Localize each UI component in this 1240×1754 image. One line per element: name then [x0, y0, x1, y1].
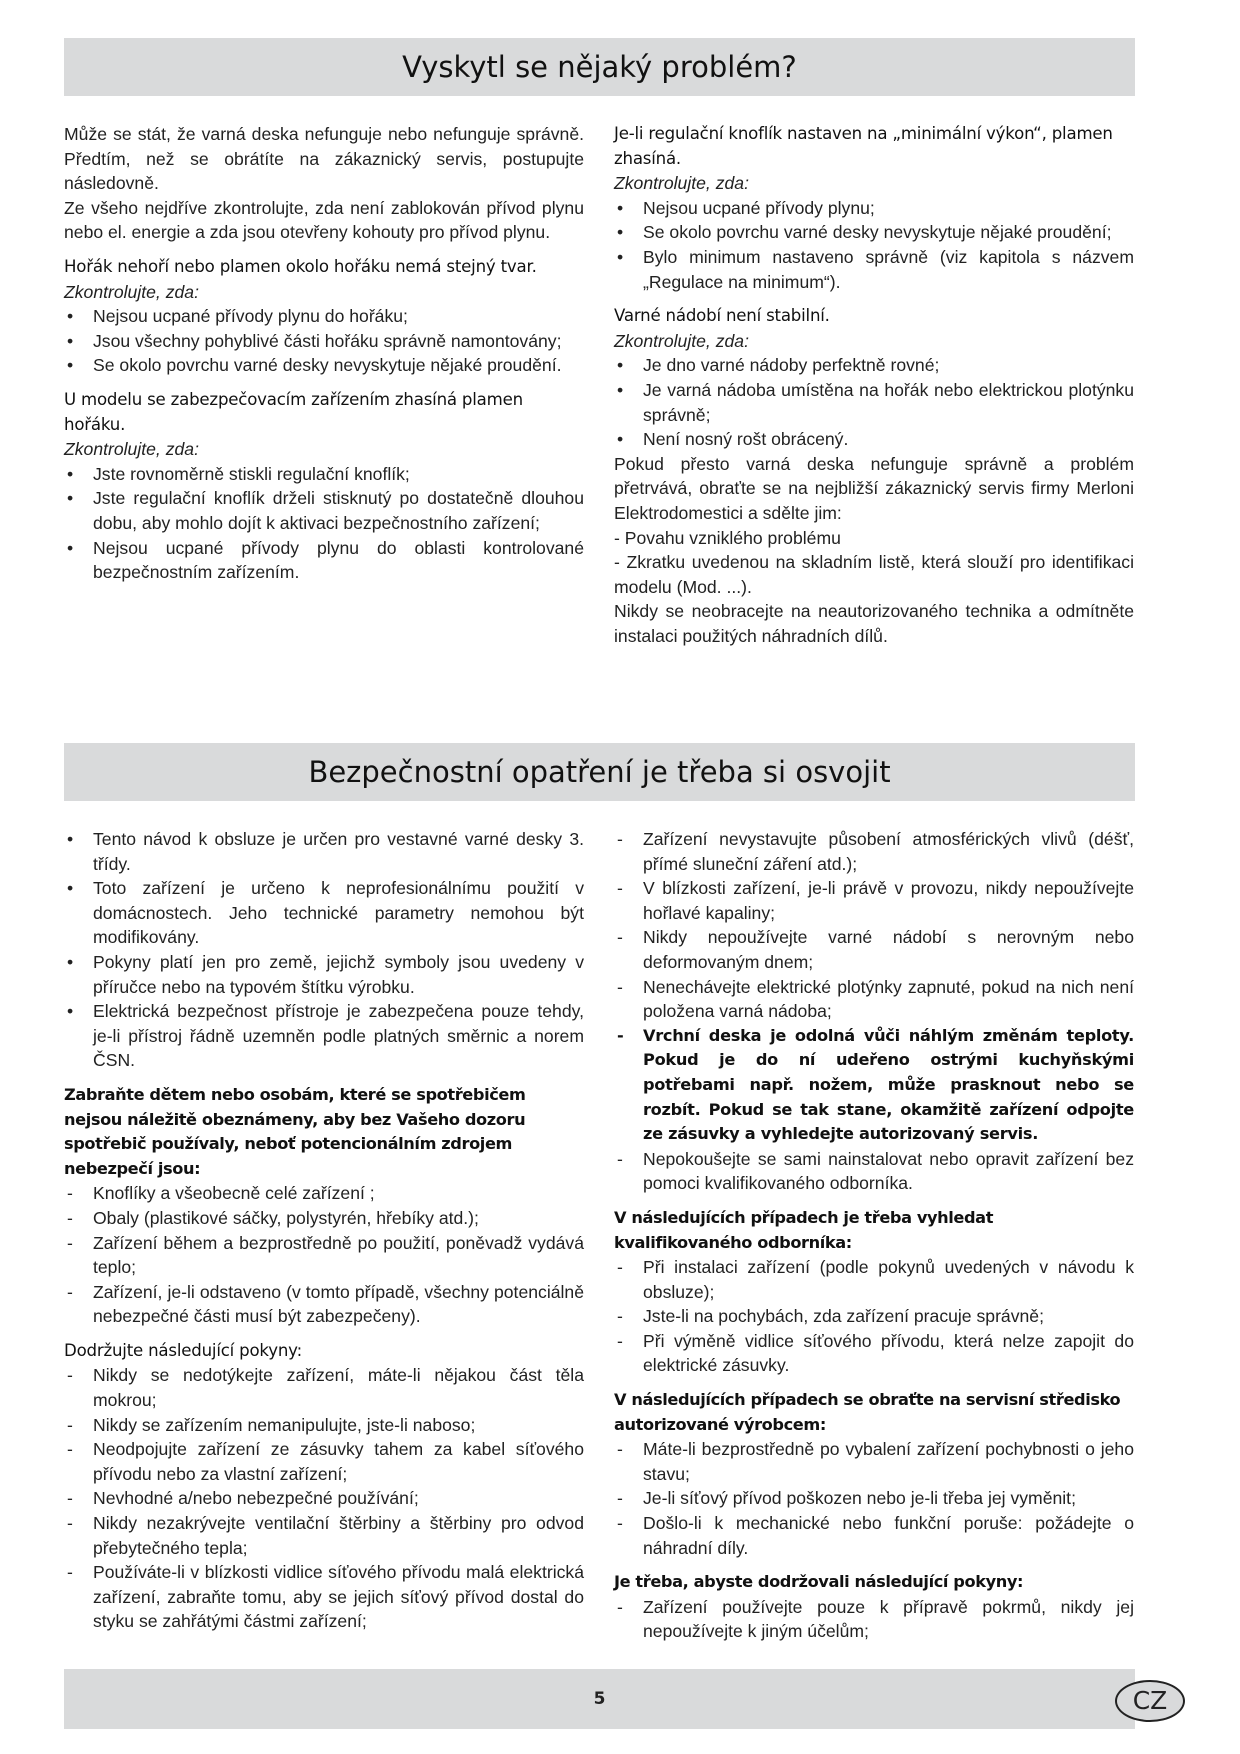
page-footer: [64, 1669, 1168, 1729]
safety-left-column: [64, 827, 584, 1634]
check-list: [614, 353, 1134, 451]
list-item: - Zařízení během a bezprostředně po použití, poněvadž vydává teplo;: [64, 1231, 584, 1280]
list-item: • Nejsou ucpané přívody plynu do hořáku;: [64, 304, 584, 329]
problem-heading: Je-li regulační knoflík nastaven na „minimální výkon“, plamen zhasíná.: [614, 124, 1113, 168]
list-item: • Tento návod k obsluze je určen pro vestavné varné desky 3. třídy.: [64, 827, 584, 876]
list-item: - Při instalaci zařízení (podle pokynů uvedených v návodu k obsluze);: [614, 1255, 1134, 1304]
intro-paragraph: Může se stát, že varná deska nefunguje nebo nefunguje správně. Předtím, než se obrátíte na zákaznický servis, postupujte následovně.: [64, 124, 584, 194]
final-heading: Je třeba, abyste dodržovali následující pokyny:: [614, 1572, 1024, 1592]
list-item: - Došlo-li k mechanické nebo funkční poruše: požádejte o náhradní díly.: [614, 1511, 1134, 1560]
list-item: • Jste regulační knoflík drželi stisknutý po dostatečně dlouhou dobu, aby mohlo dojít k aktivaci bezpečnostního zařízení;: [64, 486, 584, 535]
list-item: • Nejsou ucpané přívody plynu;: [614, 196, 1134, 221]
children-warning-heading: Zabraňte dětem nebo osobám, které se spotřebičem nejsou náležitě obeznámeny, aby bez Vašeho dozoru spotřebič používaly, neboť potencionálním zdrojem nebezpečí jsou:: [64, 1084, 526, 1178]
list-item: • Pokyny platí jen pro země, jejichž symboly jsou uvedeny v příručce nebo na typovém štítku výrobku.: [64, 950, 584, 999]
closing-paragraph: Pokud přesto varná deska nefunguje správně a problém přetrvává, obraťte se na nejbližší zákaznický servis firmy Merloni Elektrodomestici a sdělte jim:: [614, 453, 1134, 523]
list-item: - Nepokoušejte se sami nainstalovat nebo opravit zařízení bez pomoci kvalifikovaného odborníka.: [614, 1147, 1134, 1196]
problem-heading: Varné nádobí není stabilní.: [614, 306, 830, 326]
list-item: - Jste-li na pochybách, zda zařízení pracuje správně;: [614, 1304, 1134, 1329]
dash-list: [614, 1437, 1134, 1560]
check-list: [614, 196, 1134, 294]
list-item: • Toto zařízení je určeno k neprofesionálnímu použití v domácnostech. Jeho technické parametry nemohou být modifikovány.: [64, 876, 584, 950]
list-item: - Nikdy se nedotýkejte zařízení, máte-li nějakou část těla mokrou;: [64, 1363, 584, 1412]
list-item: • Elektrická bezpečnost přístroje je zabezpečena pouze tehdy, je-li přístroj řádně uzemněn podle platných směrnic a norem ČSN.: [64, 999, 584, 1073]
dash-list: [64, 1363, 584, 1634]
check-label: Zkontrolujte, zda:: [614, 173, 749, 194]
safety-right-column: [614, 827, 1134, 1644]
service-heading: V následujících případech se obraťte na servisní středisko autorizované výrobcem:: [614, 1390, 1121, 1434]
troubleshooting-left-column: [64, 122, 584, 585]
section-title-safety: Bezpečnostní opatření je třeba si osvojit: [64, 743, 1135, 801]
dash-list: [614, 1595, 1134, 1644]
list-item: - Nenechávejte elektrické plotýnky zapnuté, pokud na nich není položena varná nádoba;: [614, 975, 1134, 1024]
language-badge: CZ: [1115, 1680, 1185, 1722]
list-item: • Jste rovnoměrně stiskli regulační knoflík;: [64, 462, 584, 487]
list-item: - Zařízení nevystavujte působení atmosférických vlivů (déšť, přímé sluneční záření atd.);: [614, 827, 1134, 876]
problem-heading: Hořák nehoří nebo plamen okolo hořáku nemá stejný tvar.: [64, 256, 537, 276]
list-item: • Nejsou ucpané přívody plynu do oblasti kontrolované bezpečnostním zařízením.: [64, 536, 584, 585]
list-item: - Zařízení, je-li odstaveno (v tomto případě, všechny potenciálně nebezpečné části musí být zabezpečeny).: [64, 1280, 584, 1329]
list-item: • Se okolo povrchu varné desky nevyskytuje nějaké proudění;: [614, 220, 1134, 245]
list-item: - Používáte-li v blízkosti vidlice síťového přívodu malá elektrická zařízení, zabraňte tomu, aby se jejich síťový přívod dostal do styku se zahřátými částmi zařízení;: [64, 1560, 584, 1634]
list-item: - Neodpojujte zařízení ze zásuvky tahem za kabel síťového přívodu nebo za vlastní zařízení;: [64, 1437, 584, 1486]
check-label: Zkontrolujte, zda:: [64, 281, 199, 302]
check-list: [64, 304, 584, 378]
list-item: - Máte-li bezprostředně po vybalení zařízení pochybnosti o jeho stavu;: [614, 1437, 1134, 1486]
list-item: - Nikdy nepoužívejte varné nádobí s nerovným nebo deformovaným dnem;: [614, 925, 1134, 974]
dash-list: [64, 1181, 584, 1329]
list-item: - Při výměně vidlice síťového přívodu, která nelze zapojit do elektrické zásuvky.: [614, 1329, 1134, 1378]
list-item: • Se okolo povrchu varné desky nevyskytuje nějaké proudění.: [64, 353, 584, 378]
bullet-list: [64, 827, 584, 1073]
list-item: - Obaly (plastikové sáčky, polystyrén, hřebíky atd.);: [64, 1206, 584, 1231]
dash-list: [614, 1255, 1134, 1378]
check-label: Zkontrolujte, zda:: [64, 439, 199, 460]
rules-heading: Dodržujte následující pokyny:: [64, 1340, 302, 1360]
list-item: • Není nosný rošt obrácený.: [614, 427, 1134, 452]
list-item: - Nikdy nezakrývejte ventilační štěrbiny a štěrbiny pro odvod přebytečného tepla;: [64, 1511, 584, 1560]
dash-list: [614, 827, 1134, 1196]
list-item: - V blízkosti zařízení, je-li právě v provozu, nikdy nepoužívejte hořlavé kapaliny;: [614, 876, 1134, 925]
list-item: • Bylo minimum nastaveno správně (viz kapitola s názvem „Regulace na minimum“).: [614, 245, 1134, 294]
check-label: Zkontrolujte, zda:: [614, 330, 749, 351]
check-list: [64, 462, 584, 585]
list-item: - Nevhodné a/nebo nebezpečné používání;: [64, 1486, 584, 1511]
expert-heading: V následujících případech je třeba vyhledat kvalifikovaného odborníka:: [614, 1207, 994, 1252]
list-item: • Je dno varné nádoby perfektně rovné;: [614, 353, 1134, 378]
closing-paragraph: - Povahu vzniklého problému: [614, 527, 841, 548]
list-item: - Je-li síťový přívod poškozen nebo je-li třeba jej vyměnit;: [614, 1486, 1134, 1511]
section-title-troubleshooting: Vyskytl se nějaký problém?: [64, 38, 1135, 96]
closing-paragraph: - Zkratku uvedenou na skladním listě, která slouží pro identifikaci modelu (Mod. ...).: [614, 552, 1134, 597]
closing-paragraph: Nikdy se neobracejte na neautorizovaného technika a odmítněte instalaci použitých náhradních dílů.: [614, 601, 1134, 646]
page-number: 5: [593, 1689, 606, 1709]
warning-item: - Vrchní deska je odolná vůči náhlým změnám teploty. Pokud je do ní udeřeno ostrými kuchyňskými potřebami např. nožem, může prasknout nebo se rozbít. Pokud se tak stane, okamžitě zařízení odpojte ze zásuvky a vyhledejte autorizovaný servis.: [614, 1024, 1134, 1147]
troubleshooting-right-column: [614, 122, 1134, 648]
list-item: • Jsou všechny pohyblivé části hořáku správně namontovány;: [64, 329, 584, 354]
list-item: - Zařízení používejte pouze k přípravě pokrmů, nikdy jej nepoužívejte k jiným účelům;: [614, 1595, 1134, 1644]
problem-heading: U modelu se zabezpečovacím zařízením zhasíná plamen hořáku.: [64, 389, 523, 434]
list-item: • Je varná nádoba umístěna na hořák nebo elektrickou plotýnku správně;: [614, 378, 1134, 427]
list-item: - Knoflíky a všeobecně celé zařízení ;: [64, 1181, 584, 1206]
intro-paragraph: Ze všeho nejdříve zkontrolujte, zda není zablokován přívod plynu nebo el. energie a zda jsou otevřeny kohouty pro přívod plynu.: [64, 197, 584, 243]
list-item: - Nikdy se zařízením nemanipulujte, jste-li naboso;: [64, 1413, 584, 1438]
